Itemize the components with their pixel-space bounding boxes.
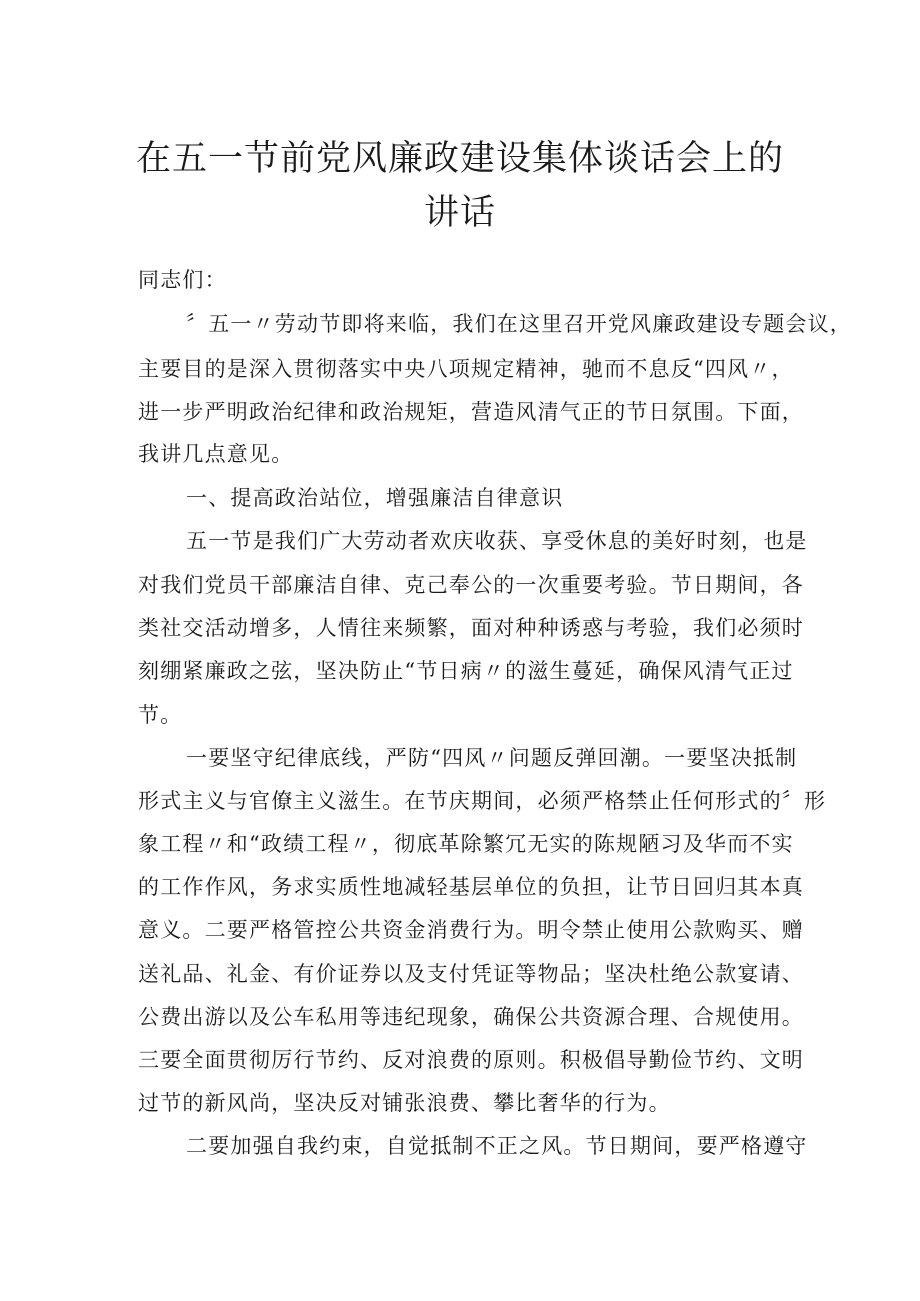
paragraph-3-line-8: 三要全面贯彻厉行节约、反对浪费的原则。积极倡导勤俭节约、文明 — [138, 1048, 804, 1072]
paragraph-1-line-3: 进一步严明政治纪律和政治规矩，营造风清气正的节日氛围。下面， — [138, 400, 804, 424]
paragraph-1-line-1: 〞五一〃劳动节即将来临，我们在这里召开党风廉政建设专题会议， — [186, 312, 852, 336]
paragraph-2-line-3: 类社交活动增多，人情往来频繁，面对种种诱惑与考验，我们必须时 — [138, 616, 804, 640]
paragraph-3-line-7: 公费出游以及公车私用等违纪现象，确保公共资源合理、合规使用。 — [138, 1005, 804, 1029]
paragraph-1-line-2: 主要目的是深入贯彻落实中央八项规定精神，驰而不息反“四风〃， — [138, 357, 794, 381]
paragraph-3-line-2: 形式主义与官僚主义滋生。在节庆期间，必须严格禁止任何形式的〞形 — [138, 789, 827, 813]
salutation: 同志们： — [138, 268, 227, 292]
paragraph-1-line-4: 我讲几点意见。 — [138, 442, 294, 466]
paragraph-2-line-5: 节。 — [138, 703, 183, 727]
paragraph-3-line-6: 送礼品、礼金、有价证券以及支付凭证等物品；坚决杜绝公款宴请、 — [138, 962, 804, 986]
section-heading-1: 一、提高政治站位，增强廉洁自律意识 — [186, 486, 564, 510]
document-title-line-2: 讲话 — [423, 193, 496, 233]
paragraph-3-line-4: 的工作作风，务求实质性地减轻基层单位的负担，让节日回归其本真 — [138, 875, 804, 899]
paragraph-3-line-9: 过节的新风尚，坚决反对铺张浪费、攀比奢华的行为。 — [138, 1091, 671, 1115]
document-title-line-1: 在五一节前党风廉政建设集体谈话会上的 — [135, 139, 784, 179]
paragraph-2-line-2: 对我们党员干部廉洁自律、克己奉公的一次重要考验。节日期间，各 — [138, 573, 804, 597]
paragraph-2-line-4: 刻绷紧廉政之弦，坚决防止“节日病〃的滋生蔓延，确保风清气正过 — [138, 659, 794, 683]
paragraph-4-line-1: 二要加强自我约束，自觉抵制不正之风。节日期间，要严格遵守 — [186, 1134, 808, 1158]
paragraph-3-line-3: 象工程〃和“政绩工程〃，彻底革除繁冗无实的陈规陋习及华而不实 — [138, 832, 794, 856]
paragraph-2-line-1: 五一节是我们广大劳动者欢庆收获、享受休息的美好时刻，也是 — [186, 529, 808, 553]
paragraph-3-line-1: 一要坚守纪律底线，严防“四风〃问题反弹回潮。一要坚决抵制 — [186, 746, 798, 770]
paragraph-3-line-5: 意义。二要严格管控公共资金消费行为。明令禁止使用公款购买、赠 — [138, 918, 804, 942]
